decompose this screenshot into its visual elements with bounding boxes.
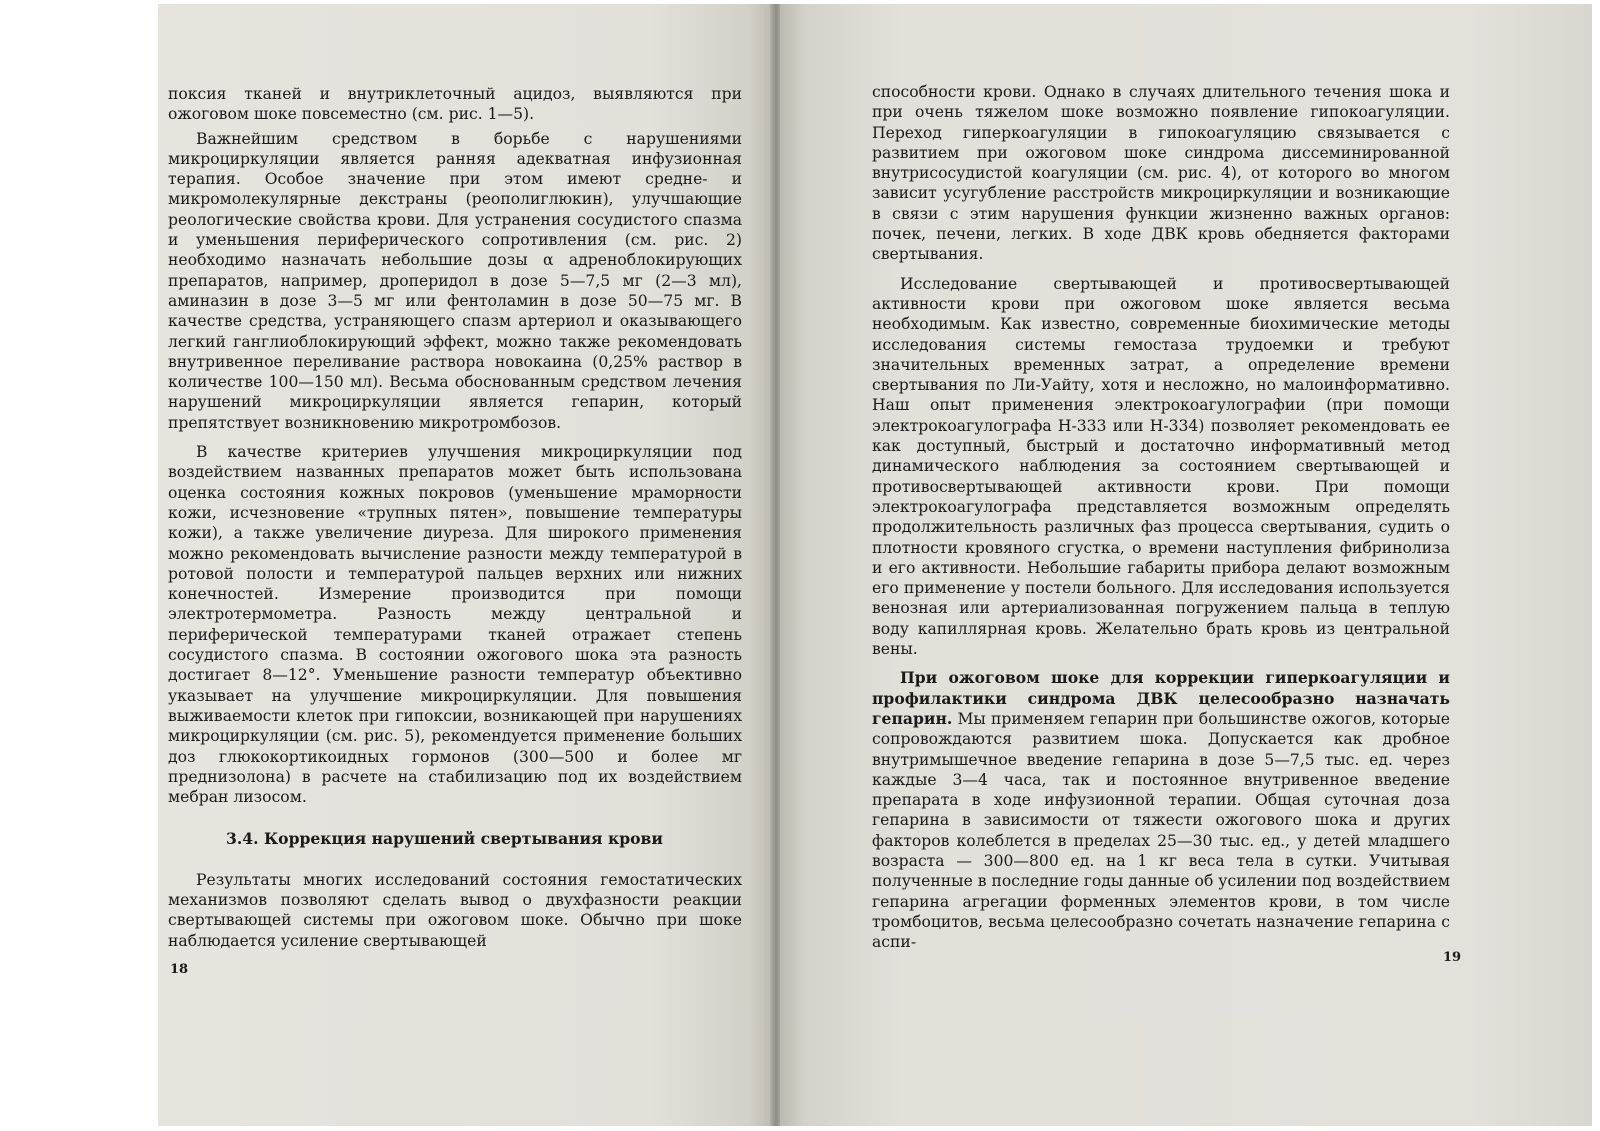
paragraph: В качестве критериев улучшения микроциркуляции под воздействием названных препаратов может быть использована оценка состояния кожных покровов (уменьшение мраморности кожи, исчезновение «трупных пятен», повышение температуры кожи), а также увеличение диуреза. Для широкого применения можно рекомендовать вычисление разности между температурой в ротовой полости и температурой пальцев верхних или нижних конечностей. Измерение производится при помощи электротермометра. Разность между центральной и периферической температурами тканей отражает степень сосудистого спазма. В состоянии ожогового шока эта разность достигает 8—12°. Уменьшение разности температур объективно указывает на улучшение микроциркуляции. Для повышения выживаемости клеток при гипоксии, возникающей при нарушениях микроциркуляции (см. рис. 5), рекомендуется применение больших доз глюкокортикоидных гормонов (300—500 и более мг преднизолона) в расчете на стабилизацию под их воздействием мебран лизосом. — [168, 443, 742, 807]
section-heading: 3.4. Коррекция нарушений свертывания крови — [226, 829, 663, 849]
paragraph: способности крови. Однако в случаях длительного течения шока и при очень тяжелом шоке возможно появление гипокоагуляции. Переход гиперкоагуляции в гипокоагуляцию связывается с развитием при ожоговом шоке синдрома диссеминированной внутрисосудистой коагуляции (см. рис. 4), от которого во многом зависит усугубление расстройств микроциркуляции и возникающие в связи с этим нарушения функции жизненно важных органов: почек, печени, легких. В ходе ДВК кровь обедняется факторами свертывания. — [872, 83, 1450, 264]
paragraph: Важнейшим средством в борьбе с нарушениями микроциркуляции является ранняя адекватная инфузионная терапия. Особое значение при этом имеют средне- и микромолекулярные декстраны (реополиглюкин), улучшающие реологические свойства крови. Для устранения сосудистого спазма и уменьшения периферического сопротивления (см. рис. 2) необходимо назначать небольшие дозы α адреноблокирующих препаратов, например, дроперидол в дозе 5—7,5 мг (2—3 мл), аминазин в дозе 3—5 мг или фентоламин в дозе 50—75 мг. В качестве средства, устраняющего спазм артериол и оказывающего легкий ганглиоблокирующий эффект, можно также рекомендовать внутривенное переливание раствора новокаина (0,25% раствор в количестве 100—150 мл). Весьма обоснованным средством лечения нарушений микроциркуляции является гепарин, который препятствует возникновению микротромбозов. — [168, 129, 742, 432]
bold-lead: При ожоговом шоке для коррекции гиперкоагуляции и профилактики синдрома ДВК целесообразно назначать гепарин. — [872, 668, 1450, 728]
right-page-text — [872, 82, 1450, 952]
right-page — [780, 4, 1592, 1126]
book-spread — [158, 4, 1592, 1126]
paragraph: поксия тканей и внутриклеточный ацидоз, выявляются при ожоговом шоке повсеместно (см. рис. 1—5). — [168, 85, 742, 124]
left-page-text — [168, 84, 742, 951]
paragraph: Исследование свертывающей и противосвертывающей активности крови при ожоговом шоке является весьма необходимым. Как известно, современные биохимические методы исследования системы гемостаза трудоемки и требуют значительных временных затрат, а определение времени свертывания по Ли-Уайту, хотя и несложно, но малоинформативно. Наш опыт применения электрокоагулографии (при помощи электрокоагулографа Н-333 или Н-334) позволяет рекомендовать ее как доступный, быстрый и достаточно информативный метод динамического наблюдения за состоянием свертывающей и противосвертывающей активности крови. При помощи электрокоагулографа представляется возможным определять продолжительность различных фаз процесса свертывания, судить о плотности кровяного сгустка, о времени наступления фибринолиза и его активности. Небольшие габариты прибора делают возможным его применение у постели больного. Для исследования используется венозная или артериализованная погружением пальца в теплую воду капиллярная кровь. Желательно брать кровь из центральной вены. — [872, 274, 1450, 659]
page-number: 19 — [1443, 950, 1462, 965]
left-page — [158, 4, 773, 1126]
paragraph: Результаты многих исследований состояния гемостатических механизмов позволяют сделать вывод о двухфазности реакции свертывающей системы при ожоговом шоке. Обычно при шоке наблюдается усиление свертывающей — [168, 870, 742, 950]
page-number: 18 — [170, 962, 189, 977]
paragraph-rest: Мы применяем гепарин при большинстве ожогов, которые сопровождаются развитием шока. Допускается как дробное внутримышечное введение гепарина в дозе 5—7,5 тыс. ед. через каждые 3—4 часа, так и постоянное внутривенное введение препарата в ходе инфузионной терапии. Общая суточная доза гепарина в зависимости от тяжести ожогового шока и других факторов колеблется в пределах 25—30 тыс. ед., у детей младшего возраста — 300—800 ед. на 1 кг веса тела в сутки. Учитывая полученные в последние годы данные об усилении под воздействием гепарина агрегации форменных элементов крови, в том числе тромбоцитов, весьма целесообразно сочетать назначение гепарина с аспи- — [872, 709, 1450, 952]
paragraph-with-bold-lead — [872, 668, 1450, 952]
